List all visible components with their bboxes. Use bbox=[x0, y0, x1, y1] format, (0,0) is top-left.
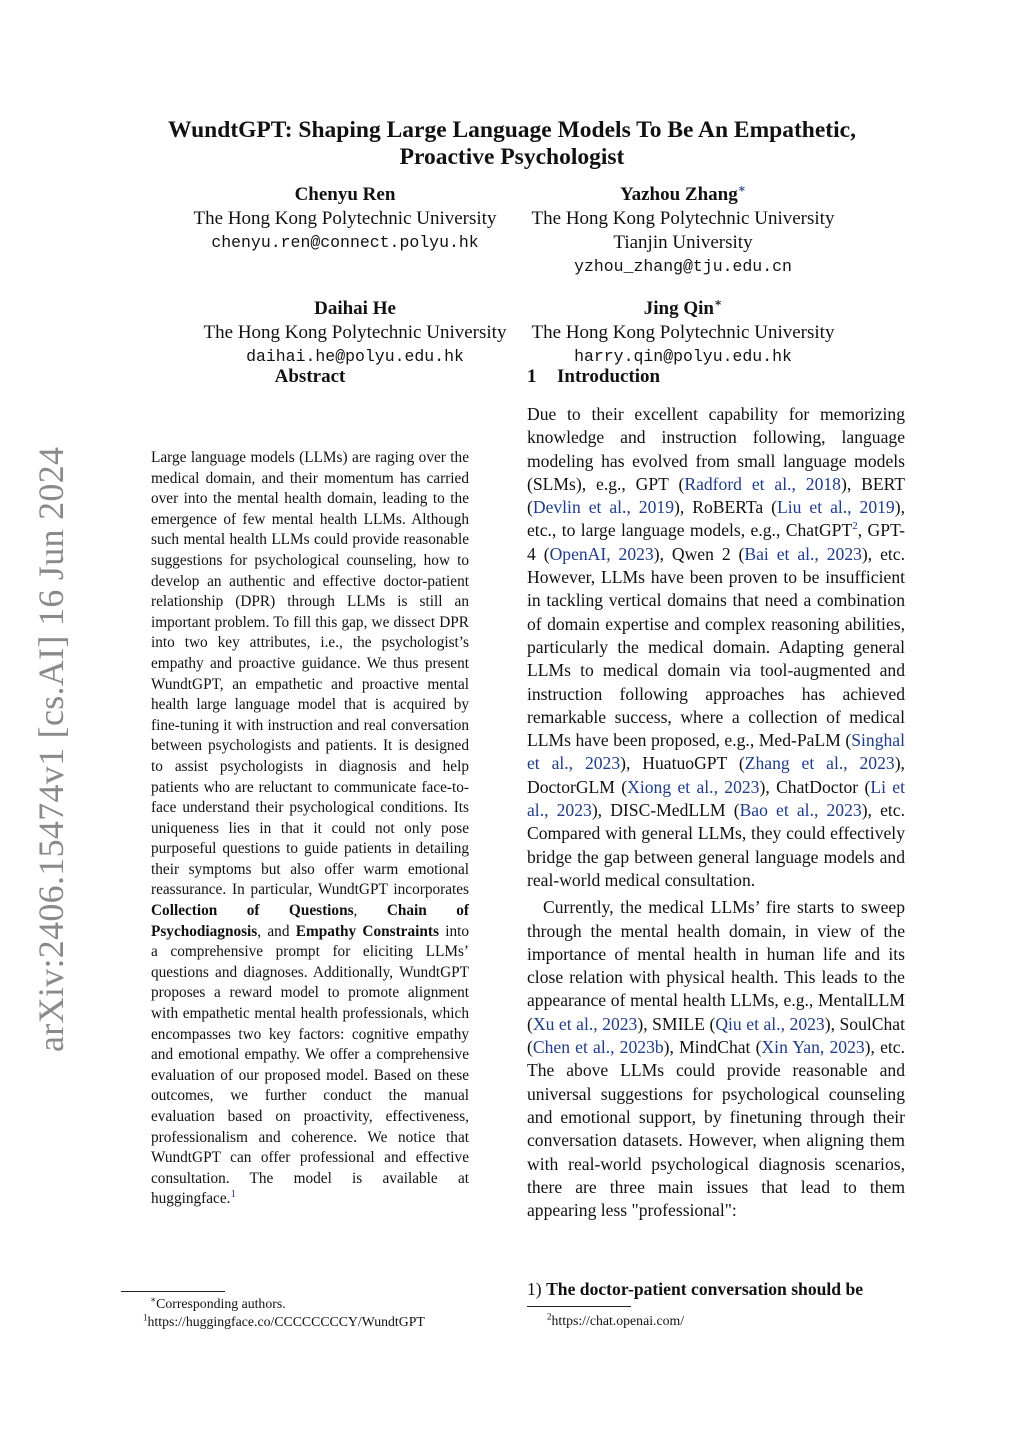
section-title: Introduction bbox=[557, 366, 661, 387]
paragraph-text: ), ChatDoctor ( bbox=[759, 776, 871, 797]
paragraph-text: ), BERT ( bbox=[527, 473, 905, 518]
footnote-corresponding: ∗Corresponding authors. bbox=[150, 1294, 286, 1311]
citation-link[interactable]: Bai et al., 2023 bbox=[744, 543, 862, 564]
section-number: 1 bbox=[527, 366, 537, 387]
paragraph-text: Currently, the medical LLMs’ fire starts to sweep through the mental health domain, in view of the importance of mental health in human life and its close relation with physical health. This leads to the appearance of mental health LLMs, e.g., MentalLLM ( bbox=[527, 897, 905, 1034]
list-item-1 bbox=[527, 1278, 905, 1301]
paragraph-text: Due to their excellent capability for memorizing knowledge and instruction following, language modeling has evolved from small language models (SLMs), e.g., GPT ( bbox=[527, 404, 905, 494]
footnote-chatgpt: $^2$https://chat.openai.com/ bbox=[547, 1311, 685, 1328]
footnote-huggingface: $^1$https://huggingface.co/CCCCCCCCY/WundtGPT bbox=[143, 1312, 425, 1329]
footnote-link[interactable]: 2 bbox=[852, 520, 858, 533]
list-number: 1) bbox=[527, 1279, 542, 1299]
section-heading-introduction bbox=[527, 366, 660, 388]
citation-link[interactable]: Liu et al., 2019 bbox=[777, 497, 895, 518]
author-name: Daihai He bbox=[314, 298, 396, 319]
author-email: yzhou_zhang@tju.edu.cn bbox=[574, 257, 792, 276]
paragraph-text: ), etc. However, LLMs have been proven to be insufficient in tackling vertical domains that need a combination of domain expertise and complex reasoning abilities, particularly the medical domain. Adapting general LLMs to medical domain via tool-augmented and instruction following approaches has achieved remarkable success, where a collection of medical LLMs have been proposed, e.g., Med-PaLM ( bbox=[527, 543, 905, 751]
author-affiliation-2: Tianjin University bbox=[613, 232, 753, 253]
author-affiliation: The Hong Kong Polytechnic University bbox=[531, 208, 835, 229]
author-name: Yazhou Zhang∗ bbox=[619, 181, 747, 205]
abstract-heading: Abstract bbox=[274, 366, 346, 387]
introduction-text bbox=[527, 403, 905, 1222]
corresponding-mark[interactable]: ∗ bbox=[737, 181, 747, 196]
huggingface-link[interactable]: https://huggingface.co/CCCCCCCCY/WundtGPT bbox=[147, 1314, 425, 1329]
citation-link[interactable]: Zhang et al., 2023 bbox=[744, 753, 895, 774]
author-name: Jing Qin∗ bbox=[643, 295, 723, 319]
citation-link[interactable]: OpenAI, 2023 bbox=[549, 543, 654, 564]
citation-link[interactable]: Bao et al., 2023 bbox=[739, 800, 862, 821]
citation-link[interactable]: Chen et al., 2023b bbox=[532, 1037, 664, 1058]
footnote-rule bbox=[121, 1291, 225, 1292]
intro-paragraph-2 bbox=[527, 896, 905, 1222]
title-line-1: WundtGPT: Shaping Large Language Models To Be An Empathetic, bbox=[168, 117, 856, 143]
paragraph-text: ), DoctorGLM ( bbox=[527, 753, 905, 797]
paper-title bbox=[120, 117, 904, 171]
paragraph-text: ), etc., to large language models, e.g., ChatGPT bbox=[527, 497, 905, 541]
corresponding-mark: ∗ bbox=[713, 295, 723, 310]
author-block-1 bbox=[150, 183, 540, 255]
arxiv-identifier: arXiv:2406.15474v1 [cs.AI] 16 Jun 2024 bbox=[31, 446, 71, 1052]
paragraph-text: ), Qwen 2 ( bbox=[653, 543, 745, 564]
paragraph-text: , GPT-4 ( bbox=[527, 520, 905, 564]
citation-link[interactable]: Li et al., 2023 bbox=[527, 776, 906, 821]
citation-link[interactable]: Qiu et al., 2023 bbox=[715, 1013, 825, 1034]
paragraph-text: ), DISC-MedLLM ( bbox=[591, 800, 740, 821]
paragraph-text: ), HuatuoGPT ( bbox=[620, 753, 745, 774]
author-block-3 bbox=[150, 297, 560, 369]
author-block-4 bbox=[505, 297, 861, 369]
author-email: daihai.he@polyu.edu.hk bbox=[246, 347, 464, 366]
chatgpt-link[interactable]: https://chat.openai.com/ bbox=[551, 1313, 685, 1328]
list-item-bold-text: The doctor-patient conversation should be bbox=[546, 1279, 864, 1299]
citation-link[interactable]: Xu et al., 2023 bbox=[532, 1013, 638, 1034]
paragraph-text: ), SoulChat ( bbox=[527, 1013, 906, 1058]
citation-link[interactable]: Radford et al., 2018 bbox=[684, 473, 841, 494]
intro-paragraph-1 bbox=[527, 403, 905, 892]
paragraph-text: ), RoBERTa ( bbox=[674, 497, 778, 518]
footnote-link[interactable]: 1 bbox=[230, 1188, 236, 1201]
citation-link[interactable]: Xin Yan, 2023 bbox=[761, 1037, 865, 1058]
title-line-2: Proactive Psychologist bbox=[399, 144, 625, 170]
author-affiliation: The Hong Kong Polytechnic University bbox=[203, 322, 507, 343]
abstract-text: Large language models (LLMs) are raging over the medical domain, and their momentum has carried over into the mental health domain, leading to the emergence of few mental health LLMs. Although such mental health LLMs could provide reasonable suggestions for psychological counseling, how to develop an authentic and effective doctor-patient relationship (DPR) through LLMs is still an important problem. To fill this gap, we dissect DPR into two key attributes, i.e., the psychologist’s empathy and proactive guidance. We thus present WundtGPT, an empathetic and proactive mental health large language model that is acquired by fine-tuning it with instruction and real conversation between psychologists and patients. It is designed to assist psychologists in diagnosis and help patients who are reluctant to communicate face-to-face understand their psychological conditions. Its uniqueness lies in that it could not only pose purposeful questions to guide patients in detailing their symptoms but also offer warm emotional reassurance. In particular, WundtGPT incorporates Collection of Questions, Chain of Psychodiagnosis, and Empathy Constraints into a comprehensive prompt for eliciting LLMs’ questions and diagnoses. Additionally, WundtGPT proposes a reward model to promote alignment with empathetic mental health professionals, which encompasses two key factors: cognitive empathy and emotional empathy. We offer a comprehensive evaluation of our proposed model. Based on these outcomes, we further conduct the manual evaluation based on proactivity, effectiveness, professionalism and coherence. We notice that WundtGPT can offer professional and effective consultation. The model is available at huggingface.$^1$ bbox=[151, 449, 469, 1208]
citation-link[interactable]: Devlin et al., 2019 bbox=[532, 497, 674, 518]
author-block-2 bbox=[505, 183, 861, 279]
citation-link[interactable]: Xiong et al., 2023 bbox=[627, 776, 760, 797]
paragraph-text: ), MindChat ( bbox=[663, 1037, 762, 1058]
author-name: Chenyu Ren bbox=[294, 184, 396, 205]
author-email: harry.qin@polyu.edu.hk bbox=[574, 347, 792, 366]
paragraph-text: ), etc. Compared with general LLMs, they could effectively bridge the gap between general language models and real-world medical consultation. bbox=[527, 800, 906, 890]
author-affiliation: The Hong Kong Polytechnic University bbox=[193, 208, 497, 229]
paragraph-text: ), SMILE ( bbox=[637, 1013, 716, 1034]
citation-link[interactable]: Singhal et al., 2023 bbox=[527, 730, 905, 774]
paragraph-text: ), etc. The above LLMs could provide reasonable and universal suggestions for psychological counseling and emotional support, by finetuning through their conversation datasets. However, when aligning them with real-world psychological diagnosis scenarios, there are three main issues that lead to them appearing less "professional": bbox=[527, 1037, 905, 1221]
author-email: chenyu.ren@connect.polyu.hk bbox=[211, 233, 479, 252]
footnote-rule bbox=[527, 1306, 631, 1307]
author-affiliation: The Hong Kong Polytechnic University bbox=[531, 322, 835, 343]
